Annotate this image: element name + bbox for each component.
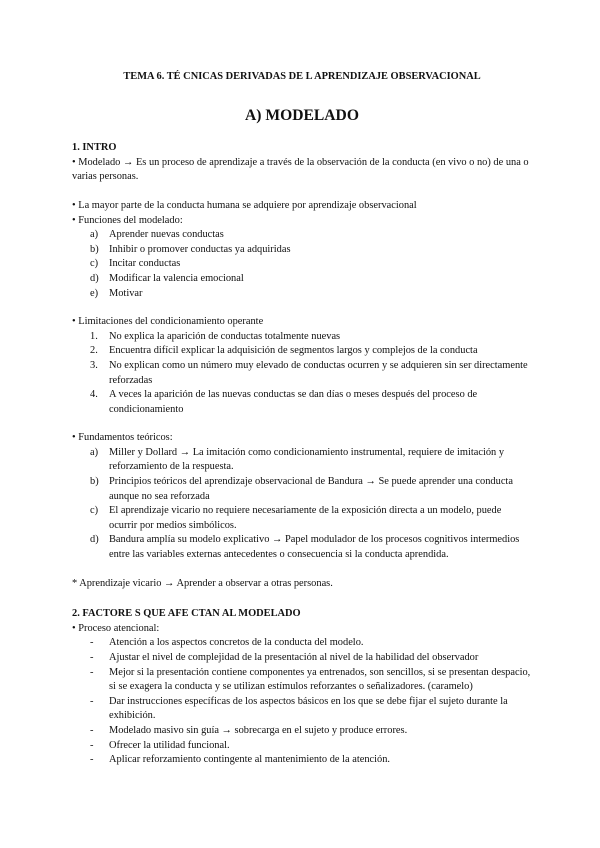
list-item: [72, 475, 532, 504]
list-marker: b): [90, 476, 99, 488]
list-item: [72, 359, 532, 388]
list-marker: e): [90, 287, 99, 299]
list-marker: 4.: [90, 389, 98, 401]
list-marker: 1.: [90, 330, 98, 342]
list-marker: -: [90, 695, 94, 707]
list-item: [72, 257, 532, 272]
list-item-text: Dar instrucciones específicas de los aspectos básicos en los que se debe fijar el sujeto durante la exhibición.: [109, 695, 508, 722]
list-item-text: Modelado masivo sin guía → sobrecarga en el sujeto y produce errores.: [109, 724, 408, 736]
fundamentos-label: • Fundamentos teóricos:: [72, 432, 173, 444]
list-item: [72, 695, 532, 724]
document-subtitle: A) MODELADO: [245, 106, 359, 124]
list-marker: -: [90, 724, 94, 736]
list-item-text: Atención a los aspectos concretos de la conducta del modelo.: [109, 637, 364, 649]
limitaciones-label: • Limitaciones del condicionamiento operante: [72, 316, 264, 328]
list-item-text: Bandura amplía su modelo explicativo → Papel modulador de los procesos cognitivos intermedios entre las variables externas antecedentes o consecuencia si la conducta aprendida.: [109, 534, 520, 561]
funciones-list: [72, 228, 532, 301]
list-item-text: Miller y Dollard → La imitación como condicionamiento instrumental, requiere de imitación y reforzamiento de la respuesta.: [109, 446, 505, 473]
list-marker: a): [90, 229, 99, 241]
list-item-text: A veces la aparición de las nuevas conductas se dan días o meses después del proceso de condicionamiento: [109, 389, 478, 415]
list-marker: d): [90, 534, 99, 546]
list-item: [72, 533, 532, 562]
list-item-text: Incitar conductas: [109, 258, 181, 270]
list-item-text: Ajustar el nivel de complejidad de la presentación al nivel de la habilidad del observador: [109, 652, 479, 663]
list-marker: c): [90, 505, 99, 517]
list-item: [72, 344, 532, 359]
list-item: [72, 666, 532, 695]
list-item-text: No explica la aparición de conductas totalmente nuevas: [109, 330, 341, 342]
list-marker: d): [90, 272, 99, 284]
list-item-text: No explican como un número muy elevado de conductas ocurren y se adquieren sin ser directamente reforzadas: [109, 359, 528, 386]
note-aprendizaje-vicario: * Aprendizaje vicario → Aprender a observar a otras personas.: [72, 577, 333, 589]
proceso-atencional-list: [72, 636, 532, 767]
list-item: [72, 636, 532, 651]
list-item: [72, 651, 532, 666]
paragraph-modelado-def: • Modelado → Es un proceso de aprendizaje a través de la observación de la conducta (en vivo o no) de una o varias personas.: [72, 156, 529, 183]
list-marker: a): [90, 446, 99, 458]
list-item: [72, 243, 532, 258]
list-item-text: Aplicar reforzamiento contingente al mantenimiento de la atención.: [109, 754, 391, 766]
document-page: [72, 70, 532, 768]
list-item: [72, 388, 532, 417]
list-item-text: Inhibir o promover conductas ya adquiridas: [109, 243, 291, 255]
list-item-text: Aprender nuevas conductas: [109, 229, 224, 241]
list-item-text: Ofrecer la utilidad funcional.: [109, 739, 230, 751]
fundamentos-list: [72, 446, 532, 563]
list-item: [72, 272, 532, 287]
list-item-text: Principios teóricos del aprendizaje observacional de Bandura → Se puede aprender una conducta aunque no sea reforzada: [109, 476, 513, 502]
list-marker: -: [90, 754, 94, 766]
document-title: TEMA 6. TÉ CNICAS DERIVADAS DE L APRENDIZAJE OBSERVACIONAL: [123, 71, 481, 82]
section-heading-factores: 2. FACTORE S QUE AFE CTAN AL MODELADO: [72, 608, 301, 620]
list-item: [72, 753, 532, 768]
list-marker: -: [90, 637, 94, 649]
list-marker: -: [90, 739, 94, 751]
list-item: [72, 504, 532, 533]
section-heading-intro: 1. INTRO: [72, 142, 117, 154]
limitaciones-list: [72, 330, 532, 418]
list-item: [72, 739, 532, 754]
list-item: [72, 228, 532, 243]
list-item-text: Modificar la valencia emocional: [109, 272, 244, 284]
list-item-text: Encuentra difícil explicar la adquisición de segmentos largos y complejos de la conducta: [109, 345, 478, 357]
list-item-text: Mejor si la presentación contiene componentes ya entrenados, son sencillos, si se presentan despacio, si se exagera la conducta y se utilizan estímulos reforzantes o señalizadores. (caramelo): [109, 666, 531, 693]
funciones-label: • Funciones del modelado:: [72, 214, 183, 226]
list-marker: -: [90, 652, 94, 663]
list-item: [72, 724, 532, 739]
list-marker: -: [90, 666, 94, 678]
proceso-atencional-label: • Proceso atencional:: [72, 622, 160, 634]
paragraph-conducta-humana: • La mayor parte de la conducta humana se adquiere por aprendizaje observacional: [72, 199, 417, 211]
list-item-text: Motivar: [109, 287, 143, 299]
list-marker: c): [90, 258, 99, 270]
list-item: [72, 330, 532, 345]
list-item: [72, 446, 532, 475]
list-item-text: El aprendizaje vicario no requiere necesariamente de la exposición directa a un modelo, puede ocurrir por medios simbólicos.: [109, 505, 502, 531]
list-marker: b): [90, 243, 99, 255]
list-item: [72, 287, 532, 302]
list-marker: 2.: [90, 345, 98, 357]
list-marker: 3.: [90, 359, 98, 371]
